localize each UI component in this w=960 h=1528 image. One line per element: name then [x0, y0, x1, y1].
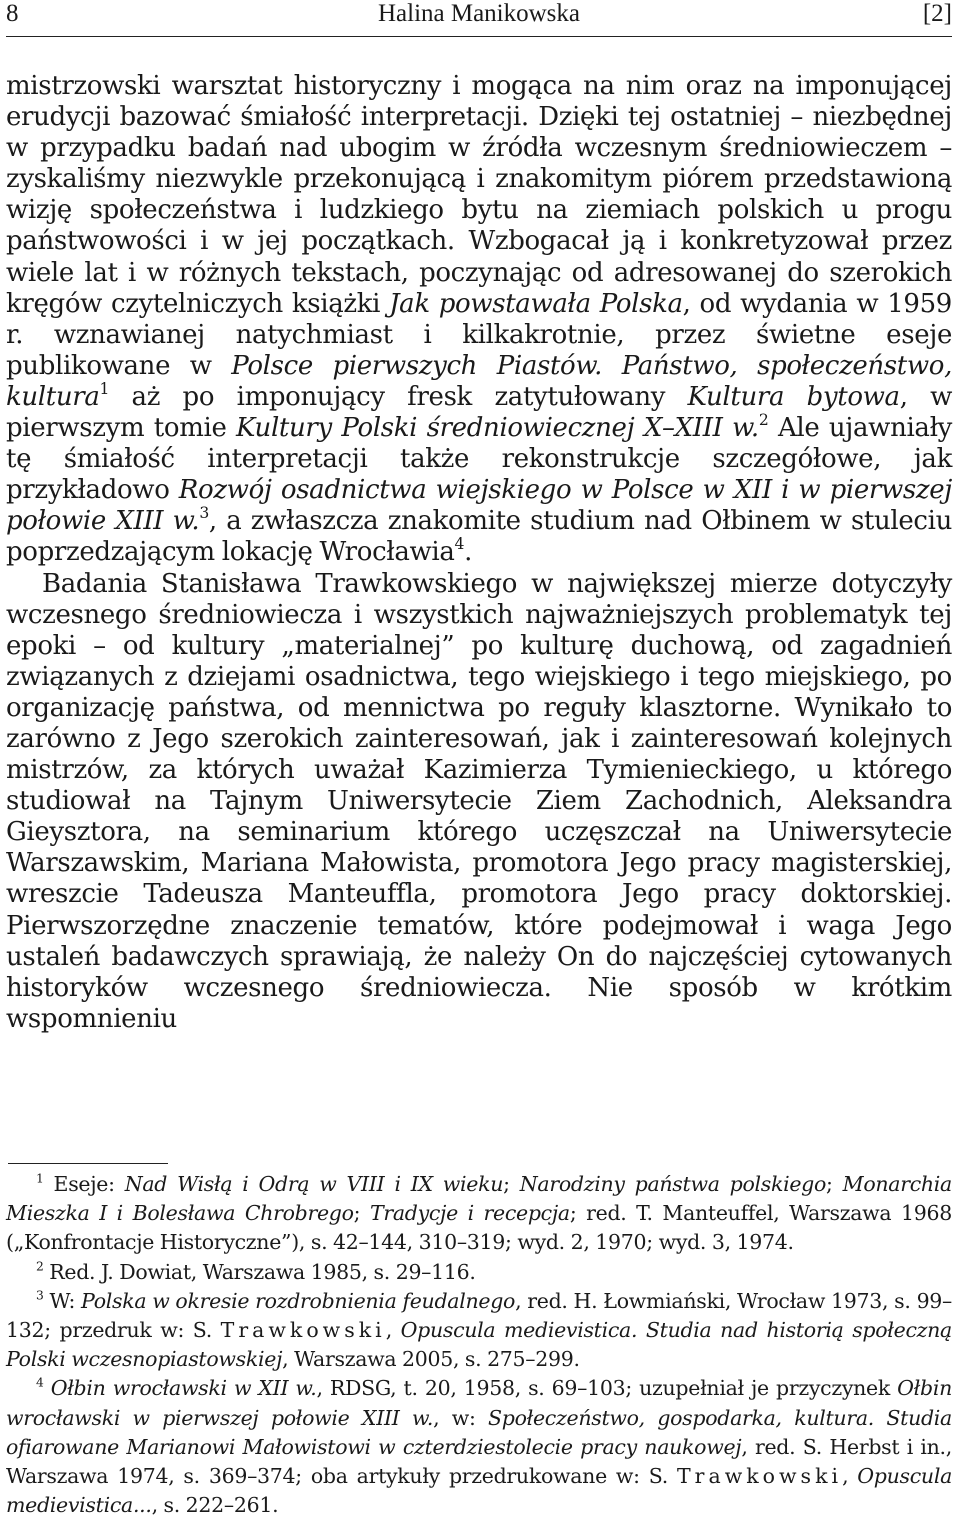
text-run: , [385, 1318, 401, 1343]
italic-title: Monarchia Mieszka I i Bolesława Chrobrego [6, 1172, 952, 1226]
italic-title: Tradycje i recepcja [369, 1201, 570, 1226]
italic-title: Polsce pierwszych Piastów. Państwo, społeczeństwo, kultura [6, 350, 952, 412]
italic-title: Społeczeństwo, gospodarka, kultura. Studia ofiarowane Marianowi Małowistowi w czterdziestolecie pracy naukowej [6, 1405, 952, 1459]
text-run: Eseje: [43, 1172, 125, 1196]
running-header [6, 0, 952, 30]
text-run: , Warszawa 2005, s. 275–299. [282, 1347, 580, 1372]
footnote [6, 1374, 952, 1520]
footnote-marker: 2 [758, 411, 769, 430]
footnote-marker: 1 [99, 380, 110, 399]
italic-title: Opuscula medievistica... [6, 1464, 952, 1518]
text-run: W: [43, 1288, 82, 1313]
text-run: Red. J. Dowiat, Warszawa 1985, s. 29–116. [43, 1259, 476, 1284]
footnote [6, 1170, 952, 1258]
italic-title: Opuscula medievistica. Studia nad historią społeczną Polski wczesnopiastowskiej [6, 1318, 952, 1372]
author-name-spaced: Trawkowski [677, 1464, 843, 1489]
footnote-marker: 2 [36, 1259, 44, 1273]
text-run: , [842, 1464, 858, 1489]
footnote-marker: 3 [199, 504, 209, 523]
italic-title: Kultura bytowa [687, 381, 900, 412]
text-run: , w pierwszym tomie [6, 381, 953, 444]
text-run: ; [826, 1172, 843, 1196]
text-run: , RDSG, t. 20, 1958, s. 69–103; uzupełniał je przyczynek [316, 1376, 898, 1401]
footnote-marker: 3 [36, 1288, 44, 1303]
text-run: , s. 222–261. [151, 1493, 279, 1518]
header-rule [6, 36, 952, 37]
body-paragraph [6, 569, 952, 1035]
text-run: aż po imponujący fresk zatytułowany [109, 381, 688, 412]
text-run [44, 1376, 51, 1400]
body-text [6, 71, 952, 1035]
text-run: . [464, 537, 473, 568]
running-head-ref: [2] [922, 0, 952, 27]
text-run: , a zwłaszcza znakomite studium nad Ołbinem w stuleciu poprzedzającym lokację Wrocławia [6, 506, 953, 568]
italic-title: Jak powstawała Polska [389, 288, 683, 319]
footnote-marker: 4 [36, 1375, 44, 1390]
text-run: ; [503, 1172, 520, 1196]
text-run: , od wydania w 1959 r. wznawianej natychmiast i kilkakrotnie, przez świetne eseje publikowane w [6, 288, 952, 381]
footnote-rule [8, 1163, 168, 1164]
text-run: , red. S. Herbst i in., Warszawa 1974, s. 369–374; oba artykuły przedrukowane w: S. [6, 1434, 952, 1489]
text-run: Badania Stanisława Trawkowskiego w największej mierze dotyczyły wczesnego średniowiecza i wszystkich najważniejszych problematyk tej epoki – od kultury „materialnej” po kulturę duchową, od zagadnień związanych z dziejami osadnictwa, tego wiejskiego i tego miejskiego, po organizację państwa, od mennictwa po reguły klasztorne. Wynikało to zarówno z Jego szerokich zainteresowań, jak i zainteresowań kolejnych mistrzów, za których uważał Kazimierza Tymienieckiego, u którego studiował na Tajnym Uniwersytecie Ziem Zachodnich, Aleksandra Gieysztora, na seminarium którego uczęszczał na Uniwersytecie Warszawskim, Mariana Małowista, promotora Jego pracy magisterskiej, wreszcie Tadeusza Manteuffla, promotora Jego pracy doktorskiej. Pierwszorzędne znaczenie tematów, które podejmował i waga Jego ustaleń badawczych sprawiają, że należy On do najczęściej cytowanych historyków wczesnego średniowiecza. Nie sposób w krótkim wspomnieniu [6, 568, 952, 1034]
text-run: Ale ujawniały tę śmiałość interpretacji także rekonstrukcje szczegółowe, jak przykładowo [6, 413, 952, 506]
footnote-marker: 1 [36, 1171, 44, 1186]
running-head-author: Halina Manikowska [377, 0, 581, 27]
footnote [6, 1258, 952, 1287]
italic-title: Kultury Polski średniowiecznej X–XIII w. [236, 413, 759, 444]
footnote-marker: 4 [454, 535, 465, 554]
italic-title: Narodziny państwa polskiego [519, 1172, 827, 1196]
footnote [6, 1287, 952, 1375]
text-run: ; [353, 1201, 370, 1226]
italic-title: Nad Wisłą i Odrą w VIII i IX wieku [124, 1172, 504, 1196]
italic-title: Rozwój osadnictwa wiejskiego w Polsce w XII i w pierwszej połowie XIII w. [6, 475, 952, 537]
text-run: ; red. T. Manteuffel, Warszawa 1968 („Konfrontacje Historyczne”), s. 42–144, 310–319; wyd. 2, 1970; wyd. 3, 1974. [6, 1201, 952, 1255]
author-name-spaced: Trawkowski [220, 1318, 386, 1343]
footnotes [6, 1170, 952, 1520]
text-run: , red. H. Łowmiański, Wrocław 1973, s. 99–132; przedruk w: S. [6, 1288, 953, 1343]
page-number: 8 [6, 0, 19, 27]
text-run: mistrzowski warsztat historyczny i mogąca na nim oraz na imponującej erudycji bazować śmiałość interpretacji. Dzięki tej ostatniej – niezbędnej w przypadku badań nad ubogim w źródła wczesnym średniowieczem – zyskaliśmy niezwykle przekonującą i znakomitym piórem przedstawioną wizję społeczeństwa i ludzkiego bytu na ziemiach polskich u progu państwowości i w jej początkach. Wzbogacał ją i konkretyzował przez wiele lat i w różnych tekstach, poczynając od adresowanej do szerokich kręgów czytelniczych książki [6, 71, 952, 319]
text-run: , w: [433, 1405, 489, 1430]
italic-title: Ołbin wrocławski w pierwszej połowie XIII w. [6, 1376, 952, 1430]
italic-title: Ołbin wrocławski w XII w. [50, 1376, 317, 1401]
italic-title: Polska w okresie rozdrobnienia feudalnego [81, 1288, 516, 1313]
body-paragraph [6, 71, 952, 569]
